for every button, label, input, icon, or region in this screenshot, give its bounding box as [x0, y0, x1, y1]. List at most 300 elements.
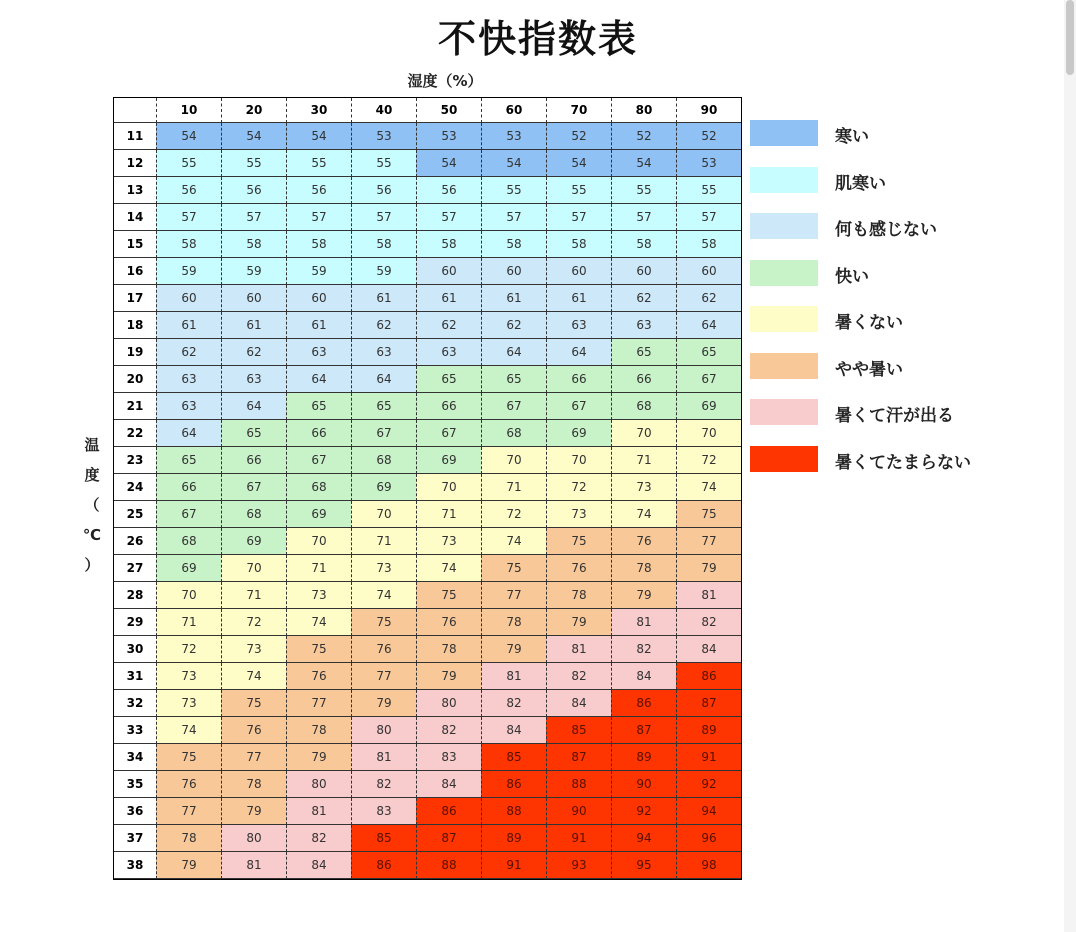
humidity-header-10: 10: [156, 98, 221, 123]
table-corner: [114, 98, 156, 123]
humidity-header-70: 70: [546, 98, 611, 123]
discomfort-cell: 87: [676, 690, 741, 717]
discomfort-cell: 79: [351, 690, 416, 717]
discomfort-cell: 69: [286, 501, 351, 528]
humidity-header-90: 90: [676, 98, 741, 123]
y-axis-label-char: 温: [84, 436, 100, 454]
discomfort-cell: 70: [351, 501, 416, 528]
discomfort-cell: 63: [286, 339, 351, 366]
temperature-header-25: 25: [114, 501, 156, 528]
y-axis-label: [80, 430, 104, 580]
discomfort-cell: 57: [221, 204, 286, 231]
humidity-header-50: 50: [416, 98, 481, 123]
legend-label: 何も感じない: [835, 220, 937, 240]
temperature-header-23: 23: [114, 447, 156, 474]
discomfort-cell: 63: [221, 366, 286, 393]
discomfort-cell: 78: [286, 717, 351, 744]
discomfort-cell: 58: [611, 231, 676, 258]
temperature-header-36: 36: [114, 798, 156, 825]
discomfort-cell: 66: [286, 420, 351, 447]
discomfort-cell: 88: [416, 852, 481, 879]
discomfort-cell: 70: [286, 528, 351, 555]
discomfort-cell: 74: [611, 501, 676, 528]
discomfort-cell: 61: [286, 312, 351, 339]
discomfort-cell: 60: [221, 285, 286, 312]
discomfort-cell: 82: [416, 717, 481, 744]
temperature-header-15: 15: [114, 231, 156, 258]
discomfort-cell: 70: [481, 447, 546, 474]
discomfort-cell: 58: [221, 231, 286, 258]
discomfort-cell: 70: [676, 420, 741, 447]
discomfort-cell: 86: [611, 690, 676, 717]
discomfort-cell: 67: [286, 447, 351, 474]
discomfort-cell: 56: [416, 177, 481, 204]
discomfort-cell: 68: [156, 528, 221, 555]
discomfort-cell: 94: [611, 825, 676, 852]
discomfort-cell: 55: [156, 150, 221, 177]
discomfort-cell: 73: [416, 528, 481, 555]
temperature-header-27: 27: [114, 555, 156, 582]
discomfort-cell: 86: [481, 771, 546, 798]
discomfort-cell: 73: [221, 636, 286, 663]
discomfort-cell: 55: [676, 177, 741, 204]
discomfort-cell: 69: [546, 420, 611, 447]
discomfort-cell: 74: [481, 528, 546, 555]
discomfort-cell: 74: [221, 663, 286, 690]
discomfort-cell: 66: [546, 366, 611, 393]
discomfort-cell: 61: [546, 285, 611, 312]
discomfort-cell: 74: [286, 609, 351, 636]
humidity-header-80: 80: [611, 98, 676, 123]
discomfort-cell: 75: [676, 501, 741, 528]
discomfort-cell: 74: [676, 474, 741, 501]
discomfort-cell: 69: [416, 447, 481, 474]
discomfort-cell: 89: [611, 744, 676, 771]
humidity-header-20: 20: [221, 98, 286, 123]
discomfort-cell: 65: [676, 339, 741, 366]
discomfort-cell: 75: [481, 555, 546, 582]
discomfort-cell: 81: [676, 582, 741, 609]
discomfort-cell: 76: [286, 663, 351, 690]
discomfort-cell: 78: [221, 771, 286, 798]
discomfort-cell: 59: [156, 258, 221, 285]
chart-title: 不快指数表: [437, 17, 638, 61]
discomfort-cell: 77: [481, 582, 546, 609]
temperature-header-16: 16: [114, 258, 156, 285]
legend-label: 暑くてたまらない: [835, 452, 971, 473]
temperature-header-17: 17: [114, 285, 156, 312]
discomfort-cell: 76: [611, 528, 676, 555]
legend-label: 暑くて汗が出る: [835, 406, 954, 426]
discomfort-cell: 60: [286, 285, 351, 312]
discomfort-cell: 81: [351, 744, 416, 771]
discomfort-cell: 56: [156, 177, 221, 204]
discomfort-cell: 84: [481, 717, 546, 744]
discomfort-cell: 80: [286, 771, 351, 798]
discomfort-cell: 58: [351, 231, 416, 258]
scrollbar-thumb[interactable]: [1066, 0, 1074, 75]
y-axis-label-char: ℃: [82, 526, 102, 544]
discomfort-cell: 72: [546, 474, 611, 501]
discomfort-cell: 76: [546, 555, 611, 582]
discomfort-index-table: [113, 97, 742, 880]
discomfort-cell: 77: [351, 663, 416, 690]
discomfort-cell: 60: [611, 258, 676, 285]
discomfort-cell: 79: [481, 636, 546, 663]
discomfort-cell: 62: [416, 312, 481, 339]
discomfort-cell: 60: [546, 258, 611, 285]
discomfort-cell: 55: [546, 177, 611, 204]
legend-swatch: [750, 260, 818, 286]
discomfort-cell: 75: [546, 528, 611, 555]
discomfort-cell: 61: [481, 285, 546, 312]
discomfort-cell: 63: [156, 366, 221, 393]
discomfort-cell: 63: [351, 339, 416, 366]
discomfort-cell: 73: [546, 501, 611, 528]
discomfort-cell: 57: [351, 204, 416, 231]
discomfort-cell: 82: [351, 771, 416, 798]
y-axis-label-char: 度: [84, 466, 100, 484]
discomfort-cell: 70: [546, 447, 611, 474]
discomfort-cell: 84: [416, 771, 481, 798]
discomfort-cell: 58: [416, 231, 481, 258]
discomfort-cell: 87: [416, 825, 481, 852]
discomfort-cell: 64: [221, 393, 286, 420]
discomfort-cell: 70: [156, 582, 221, 609]
discomfort-cell: 82: [546, 663, 611, 690]
discomfort-cell: 75: [416, 582, 481, 609]
legend-label: 肌寒い: [835, 173, 886, 194]
discomfort-cell: 61: [156, 312, 221, 339]
discomfort-cell: 57: [286, 204, 351, 231]
discomfort-cell: 58: [481, 231, 546, 258]
discomfort-cell: 68: [286, 474, 351, 501]
temperature-header-14: 14: [114, 204, 156, 231]
legend-label: 寒い: [835, 127, 869, 147]
discomfort-cell: 66: [416, 393, 481, 420]
discomfort-cell: 67: [676, 366, 741, 393]
discomfort-cell: 79: [676, 555, 741, 582]
discomfort-cell: 61: [351, 285, 416, 312]
temperature-header-31: 31: [114, 663, 156, 690]
temperature-header-20: 20: [114, 366, 156, 393]
discomfort-cell: 55: [221, 150, 286, 177]
discomfort-cell: 94: [676, 798, 741, 825]
temperature-header-22: 22: [114, 420, 156, 447]
discomfort-cell: 70: [416, 474, 481, 501]
discomfort-cell: 71: [611, 447, 676, 474]
discomfort-cell: 54: [286, 123, 351, 150]
discomfort-cell: 55: [351, 150, 416, 177]
discomfort-cell: 74: [351, 582, 416, 609]
legend-swatch: [750, 353, 818, 379]
discomfort-cell: 54: [156, 123, 221, 150]
discomfort-cell: 74: [156, 717, 221, 744]
discomfort-cell: 59: [351, 258, 416, 285]
scrollbar[interactable]: [1064, 0, 1076, 932]
discomfort-cell: 71: [221, 582, 286, 609]
discomfort-cell: 78: [546, 582, 611, 609]
discomfort-cell: 55: [286, 150, 351, 177]
discomfort-cell: 68: [351, 447, 416, 474]
discomfort-cell: 60: [156, 285, 221, 312]
discomfort-cell: 64: [156, 420, 221, 447]
discomfort-cell: 75: [286, 636, 351, 663]
discomfort-cell: 66: [611, 366, 676, 393]
discomfort-cell: 91: [481, 852, 546, 879]
discomfort-cell: 67: [156, 501, 221, 528]
temperature-header-32: 32: [114, 690, 156, 717]
discomfort-cell: 76: [416, 609, 481, 636]
discomfort-cell: 67: [351, 420, 416, 447]
discomfort-cell: 71: [481, 474, 546, 501]
discomfort-cell: 71: [416, 501, 481, 528]
discomfort-cell: 65: [351, 393, 416, 420]
discomfort-cell: 67: [416, 420, 481, 447]
discomfort-cell: 85: [481, 744, 546, 771]
discomfort-cell: 57: [611, 204, 676, 231]
discomfort-cell: 57: [416, 204, 481, 231]
y-axis-label-char: （: [84, 496, 100, 514]
legend-label: 快い: [835, 266, 869, 287]
discomfort-cell: 62: [221, 339, 286, 366]
discomfort-cell: 73: [286, 582, 351, 609]
discomfort-cell: 82: [286, 825, 351, 852]
discomfort-cell: 86: [676, 663, 741, 690]
discomfort-cell: 84: [286, 852, 351, 879]
discomfort-cell: 82: [676, 609, 741, 636]
discomfort-cell: 65: [156, 447, 221, 474]
temperature-header-38: 38: [114, 852, 156, 879]
discomfort-cell: 87: [611, 717, 676, 744]
discomfort-cell: 64: [481, 339, 546, 366]
discomfort-cell: 69: [351, 474, 416, 501]
discomfort-cell: 88: [481, 798, 546, 825]
legend-swatch: [750, 399, 818, 425]
discomfort-cell: 96: [676, 825, 741, 852]
discomfort-cell: 67: [221, 474, 286, 501]
discomfort-cell: 78: [156, 825, 221, 852]
discomfort-cell: 62: [481, 312, 546, 339]
discomfort-cell: 53: [676, 150, 741, 177]
temperature-header-24: 24: [114, 474, 156, 501]
temperature-header-29: 29: [114, 609, 156, 636]
discomfort-cell: 60: [481, 258, 546, 285]
discomfort-cell: 80: [351, 717, 416, 744]
discomfort-cell: 84: [676, 636, 741, 663]
discomfort-cell: 59: [221, 258, 286, 285]
discomfort-cell: 80: [416, 690, 481, 717]
discomfort-cell: 81: [481, 663, 546, 690]
discomfort-cell: 84: [546, 690, 611, 717]
discomfort-cell: 79: [546, 609, 611, 636]
discomfort-cell: 62: [351, 312, 416, 339]
discomfort-cell: 52: [546, 123, 611, 150]
discomfort-cell: 81: [286, 798, 351, 825]
discomfort-cell: 66: [221, 447, 286, 474]
discomfort-cell: 77: [156, 798, 221, 825]
discomfort-cell: 66: [156, 474, 221, 501]
discomfort-cell: 78: [481, 609, 546, 636]
humidity-header-30: 30: [286, 98, 351, 123]
discomfort-cell: 71: [351, 528, 416, 555]
discomfort-cell: 54: [221, 123, 286, 150]
discomfort-cell: 84: [611, 663, 676, 690]
temperature-header-34: 34: [114, 744, 156, 771]
discomfort-cell: 98: [676, 852, 741, 879]
discomfort-cell: 62: [676, 285, 741, 312]
discomfort-cell: 71: [156, 609, 221, 636]
discomfort-cell: 85: [351, 825, 416, 852]
discomfort-cell: 57: [546, 204, 611, 231]
legend-swatch: [750, 446, 818, 472]
discomfort-cell: 64: [546, 339, 611, 366]
discomfort-cell: 52: [611, 123, 676, 150]
discomfort-cell: 73: [611, 474, 676, 501]
discomfort-cell: 54: [546, 150, 611, 177]
discomfort-cell: 86: [351, 852, 416, 879]
discomfort-cell: 70: [611, 420, 676, 447]
discomfort-cell: 67: [546, 393, 611, 420]
discomfort-cell: 79: [416, 663, 481, 690]
discomfort-cell: 79: [221, 798, 286, 825]
discomfort-cell: 53: [351, 123, 416, 150]
temperature-header-18: 18: [114, 312, 156, 339]
discomfort-cell: 73: [351, 555, 416, 582]
discomfort-cell: 86: [416, 798, 481, 825]
temperature-header-30: 30: [114, 636, 156, 663]
discomfort-cell: 78: [416, 636, 481, 663]
discomfort-cell: 91: [546, 825, 611, 852]
legend-swatch: [750, 213, 818, 239]
humidity-header-40: 40: [351, 98, 416, 123]
discomfort-cell: 71: [286, 555, 351, 582]
discomfort-cell: 83: [351, 798, 416, 825]
discomfort-cell: 72: [221, 609, 286, 636]
legend-label: 暑くない: [835, 313, 903, 333]
discomfort-cell: 93: [546, 852, 611, 879]
discomfort-cell: 61: [416, 285, 481, 312]
discomfort-cell: 67: [481, 393, 546, 420]
temperature-header-21: 21: [114, 393, 156, 420]
discomfort-cell: 81: [546, 636, 611, 663]
discomfort-cell: 78: [611, 555, 676, 582]
discomfort-cell: 90: [611, 771, 676, 798]
discomfort-cell: 81: [221, 852, 286, 879]
discomfort-cell: 54: [481, 150, 546, 177]
discomfort-cell: 80: [221, 825, 286, 852]
discomfort-cell: 89: [481, 825, 546, 852]
discomfort-cell: 75: [221, 690, 286, 717]
discomfort-cell: 92: [611, 798, 676, 825]
discomfort-cell: 65: [611, 339, 676, 366]
y-axis-label-char: ）: [84, 556, 100, 574]
legend-swatch: [750, 120, 818, 146]
discomfort-cell: 63: [611, 312, 676, 339]
discomfort-cell: 64: [286, 366, 351, 393]
discomfort-cell: 64: [351, 366, 416, 393]
discomfort-cell: 61: [221, 312, 286, 339]
discomfort-cell: 82: [611, 636, 676, 663]
temperature-header-37: 37: [114, 825, 156, 852]
discomfort-cell: 65: [416, 366, 481, 393]
discomfort-cell: 57: [481, 204, 546, 231]
discomfort-cell: 72: [156, 636, 221, 663]
discomfort-cell: 58: [676, 231, 741, 258]
discomfort-cell: 62: [611, 285, 676, 312]
temperature-header-28: 28: [114, 582, 156, 609]
discomfort-cell: 77: [286, 690, 351, 717]
discomfort-cell: 72: [481, 501, 546, 528]
discomfort-cell: 56: [351, 177, 416, 204]
discomfort-cell: 95: [611, 852, 676, 879]
discomfort-cell: 76: [351, 636, 416, 663]
discomfort-cell: 62: [156, 339, 221, 366]
discomfort-cell: 60: [676, 258, 741, 285]
discomfort-cell: 55: [611, 177, 676, 204]
legend-swatch: [750, 167, 818, 193]
temperature-header-35: 35: [114, 771, 156, 798]
discomfort-cell: 75: [156, 744, 221, 771]
humidity-header-60: 60: [481, 98, 546, 123]
discomfort-cell: 65: [221, 420, 286, 447]
discomfort-cell: 72: [676, 447, 741, 474]
discomfort-cell: 60: [416, 258, 481, 285]
discomfort-cell: 64: [676, 312, 741, 339]
discomfort-cell: 74: [416, 555, 481, 582]
discomfort-cell: 58: [546, 231, 611, 258]
discomfort-cell: 79: [611, 582, 676, 609]
discomfort-cell: 92: [676, 771, 741, 798]
legend-label: やや暑い: [835, 359, 903, 380]
discomfort-cell: 79: [286, 744, 351, 771]
discomfort-cell: 73: [156, 663, 221, 690]
discomfort-cell: 57: [676, 204, 741, 231]
discomfort-cell: 70: [221, 555, 286, 582]
temperature-header-19: 19: [114, 339, 156, 366]
x-axis-label: 湿度（%）: [407, 72, 483, 90]
discomfort-cell: 63: [156, 393, 221, 420]
discomfort-cell: 81: [611, 609, 676, 636]
discomfort-cell: 58: [286, 231, 351, 258]
discomfort-cell: 68: [221, 501, 286, 528]
temperature-header-33: 33: [114, 717, 156, 744]
discomfort-cell: 88: [546, 771, 611, 798]
discomfort-cell: 73: [156, 690, 221, 717]
discomfort-cell: 91: [676, 744, 741, 771]
discomfort-cell: 63: [416, 339, 481, 366]
discomfort-cell: 89: [676, 717, 741, 744]
discomfort-cell: 52: [676, 123, 741, 150]
legend-swatch: [750, 306, 818, 332]
discomfort-cell: 59: [286, 258, 351, 285]
temperature-header-26: 26: [114, 528, 156, 555]
discomfort-cell: 83: [416, 744, 481, 771]
discomfort-cell: 87: [546, 744, 611, 771]
discomfort-cell: 68: [481, 420, 546, 447]
temperature-header-12: 12: [114, 150, 156, 177]
discomfort-cell: 54: [611, 150, 676, 177]
temperature-header-11: 11: [114, 123, 156, 150]
discomfort-cell: 79: [156, 852, 221, 879]
discomfort-cell: 68: [611, 393, 676, 420]
discomfort-cell: 63: [546, 312, 611, 339]
discomfort-cell: 57: [156, 204, 221, 231]
discomfort-cell: 69: [156, 555, 221, 582]
discomfort-cell: 58: [156, 231, 221, 258]
discomfort-cell: 53: [481, 123, 546, 150]
discomfort-cell: 69: [221, 528, 286, 555]
